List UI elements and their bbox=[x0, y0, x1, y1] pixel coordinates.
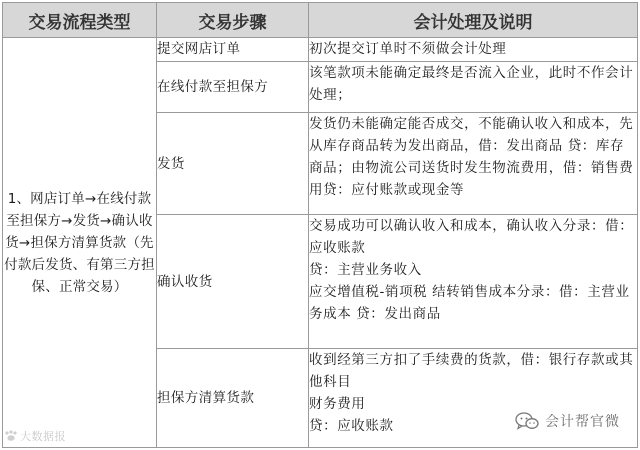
wechat-icon bbox=[515, 412, 539, 430]
header-accounting-note: 会计处理及说明 bbox=[309, 3, 638, 38]
note-line: 初次提交订单时不须做会计处理 bbox=[309, 41, 507, 57]
transaction-type-cell: 1、网店订单→在线付款至担保方→发货→确认收货→担保方清算货款（先付款后发货、有第三方担保、正常交易） bbox=[3, 38, 157, 448]
table-header-row bbox=[3, 3, 638, 38]
note-cell bbox=[309, 215, 638, 349]
accounting-process-table bbox=[2, 2, 638, 448]
note-line: 财务费用 bbox=[309, 396, 366, 413]
note-line: 贷：主营业务收入 bbox=[309, 262, 422, 279]
header-transaction-step: 交易步骤 bbox=[157, 3, 309, 38]
note-cell bbox=[309, 38, 638, 62]
note-cell bbox=[309, 112, 638, 215]
watermark-right bbox=[515, 411, 620, 431]
note-line: 发货仍未能确定能否成交，不能确认收入和成本，先从库存商品转为发出商品，借：发出商品 贷：库存商品；由物流公司送货时发生物流费用，借：销售费用贷：应付账款或现金等 bbox=[309, 115, 634, 198]
step-cell: 提交网店订单 bbox=[157, 38, 309, 62]
watermark-right-text: 会计帮官微 bbox=[545, 414, 620, 430]
note-cell bbox=[309, 61, 638, 112]
note-line: 应交增值税-销项税 结转销售成本分录：借：主营业务成本 贷：发出商品 bbox=[309, 284, 630, 323]
step-cell: 在线付款至担保方 bbox=[157, 61, 309, 112]
note-line: 贷：应收账款 bbox=[309, 418, 394, 435]
note-cell bbox=[309, 349, 638, 448]
step-cell: 发货 bbox=[157, 112, 309, 215]
watermark-left bbox=[4, 428, 66, 444]
note-line: 交易成功可以确认收入和成本，确认收入分录：借：应收账款 bbox=[309, 218, 634, 257]
note-line: 收到经第三方扣了手续费的货款，借：银行存款或其他科目 bbox=[309, 352, 634, 391]
step-cell: 担保方清算货款 bbox=[157, 349, 309, 448]
table-row bbox=[3, 38, 638, 62]
watermark-left-text: 大数据报 bbox=[20, 430, 66, 443]
paw-icon bbox=[4, 430, 18, 442]
note-line: 该笔款项未能确定最终是否流入企业，此时不作会计处理； bbox=[309, 64, 634, 103]
step-cell: 确认收货 bbox=[157, 215, 309, 349]
header-transaction-type: 交易流程类型 bbox=[3, 3, 157, 38]
